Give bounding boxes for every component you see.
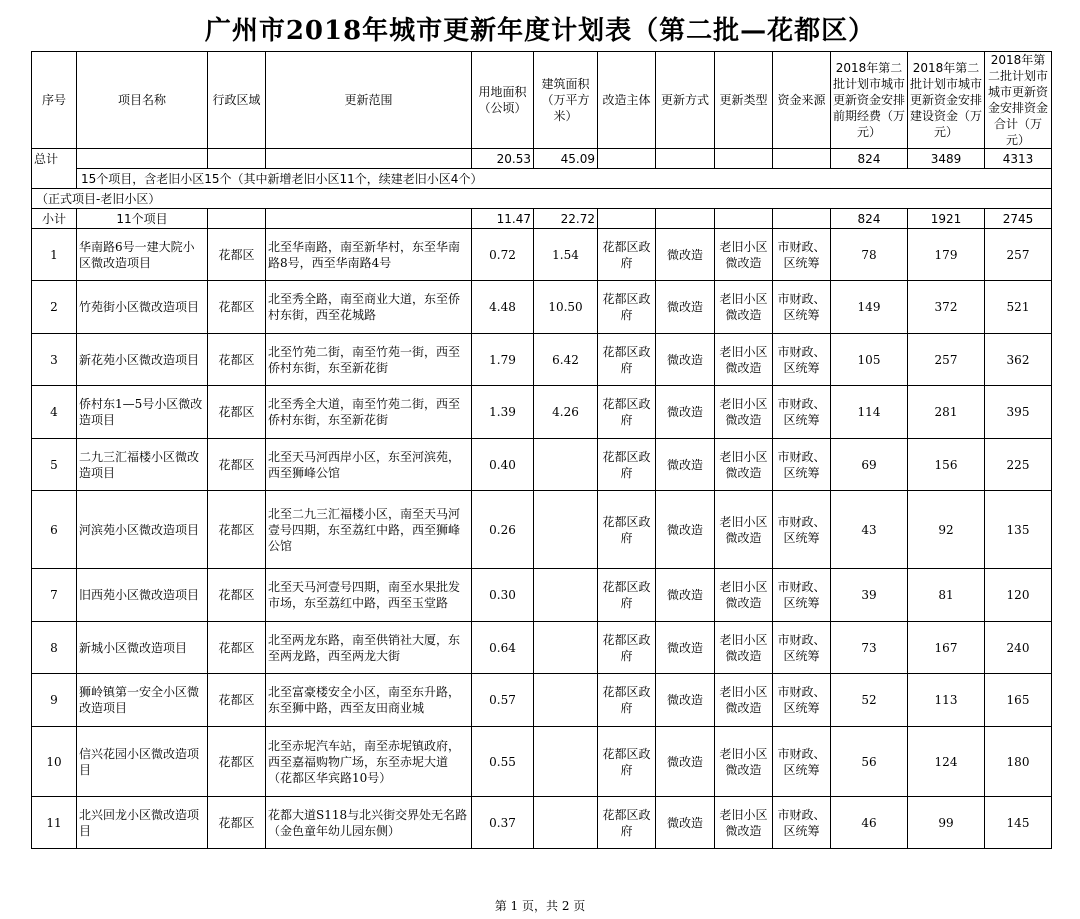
cell-prep-fund: 78 — [831, 229, 908, 281]
cell-seq: 8 — [32, 622, 77, 674]
cell-method: 微改造 — [656, 674, 715, 727]
cell-seq: 9 — [32, 674, 77, 727]
header-build-fund: 2018年第二批计划市城市更新资金安排建设资金（万元） — [908, 52, 985, 149]
cell-build-area — [534, 674, 598, 727]
cell-total-fund: 521 — [985, 281, 1052, 334]
cell-name: 新城小区微改造项目 — [77, 622, 208, 674]
cell-scope: 北至天马河壹号四期，南至水果批发市场，东至荔红中路，西至玉堂路 — [266, 569, 472, 622]
cell-build-fund: 281 — [908, 386, 985, 439]
cell-district: 花都区 — [208, 797, 266, 849]
cell-subject: 花都区政府 — [598, 622, 656, 674]
cell-type: 老旧小区微改造 — [715, 334, 773, 386]
cell-subject: 花都区政府 — [598, 229, 656, 281]
total-land-area: 20.53 — [472, 149, 534, 169]
cell-funding: 市财政、区统筹 — [773, 674, 831, 727]
cell-type: 老旧小区微改造 — [715, 229, 773, 281]
header-total-fund: 2018年第二批计划市城市更新资金安排资金合计（万元） — [985, 52, 1052, 149]
cell-name: 竹苑街小区微改造项目 — [77, 281, 208, 334]
header-land-area: 用地面积（公顷） — [472, 52, 534, 149]
page-title: 广州市2018年城市更新年度计划表（第二批—花都区） — [204, 16, 876, 46]
cell-scope: 北至秀全大道，南至竹苑二街，西至侨村东街，东至新花街 — [266, 386, 472, 439]
cell-total-fund: 165 — [985, 674, 1052, 727]
cell-subject: 花都区政府 — [598, 334, 656, 386]
cell-funding: 市财政、区统筹 — [773, 334, 831, 386]
cell-build-fund: 99 — [908, 797, 985, 849]
subtotal-row — [32, 209, 1052, 229]
cell-subject: 花都区政府 — [598, 439, 656, 491]
cell-name: 华南路6号一建大院小区微改造项目 — [77, 229, 208, 281]
cell-total-fund: 145 — [985, 797, 1052, 849]
cell-method: 微改造 — [656, 334, 715, 386]
cell-seq: 2 — [32, 281, 77, 334]
cell-total-fund: 225 — [985, 439, 1052, 491]
cell-scope: 北至两龙东路，南至供销社大厦，东至两龙路，西至两龙大街 — [266, 622, 472, 674]
cell-district: 花都区 — [208, 334, 266, 386]
total-label: 总计 — [32, 149, 77, 189]
header-district: 行政区域 — [208, 52, 266, 149]
cell-method: 微改造 — [656, 439, 715, 491]
header-prep-fund: 2018年第二批计划市城市更新资金安排前期经费（万元） — [831, 52, 908, 149]
cell-scope: 北至二九三汇福楼小区，南至天马河壹号四期，东至荔红中路，西至狮峰公馆 — [266, 491, 472, 569]
cell-build-fund: 167 — [908, 622, 985, 674]
cell-name: 新花苑小区微改造项目 — [77, 334, 208, 386]
cell-scope: 北至天马河西岸小区，东至河滨苑，西至狮峰公馆 — [266, 439, 472, 491]
total-row — [32, 149, 1052, 169]
cell-seq: 11 — [32, 797, 77, 849]
cell-build-area: 6.42 — [534, 334, 598, 386]
header-name: 项目名称 — [77, 52, 208, 149]
table-row — [32, 674, 1052, 727]
cell-build-fund: 156 — [908, 439, 985, 491]
cell-total-fund: 362 — [985, 334, 1052, 386]
cell-land-area: 0.72 — [472, 229, 534, 281]
cell-build-area — [534, 797, 598, 849]
cell-seq: 3 — [32, 334, 77, 386]
cell-scope: 北至竹苑二街，南至竹苑一街，西至侨村东街，东至新花街 — [266, 334, 472, 386]
cell-method: 微改造 — [656, 797, 715, 849]
cell-land-area: 0.40 — [472, 439, 534, 491]
cell-district: 花都区 — [208, 727, 266, 797]
cell-subject: 花都区政府 — [598, 674, 656, 727]
cell-type: 老旧小区微改造 — [715, 797, 773, 849]
cell-seq: 1 — [32, 229, 77, 281]
cell-build-area: 1.54 — [534, 229, 598, 281]
cell-district: 花都区 — [208, 491, 266, 569]
total-total-fund: 4313 — [985, 149, 1052, 169]
cell-seq: 5 — [32, 439, 77, 491]
cell-land-area: 0.26 — [472, 491, 534, 569]
cell-name: 狮岭镇第一安全小区微改造项目 — [77, 674, 208, 727]
cell-scope: 北至秀全路，南至商业大道，东至侨村东街，西至花城路 — [266, 281, 472, 334]
cell-seq: 7 — [32, 569, 77, 622]
cell-method: 微改造 — [656, 569, 715, 622]
cell-prep-fund: 149 — [831, 281, 908, 334]
cell-district: 花都区 — [208, 229, 266, 281]
cell-subject: 花都区政府 — [598, 727, 656, 797]
cell-total-fund: 120 — [985, 569, 1052, 622]
cell-build-fund: 124 — [908, 727, 985, 797]
cell-funding: 市财政、区统筹 — [773, 622, 831, 674]
cell-method: 微改造 — [656, 386, 715, 439]
table-row — [32, 229, 1052, 281]
cell-funding: 市财政、区统筹 — [773, 386, 831, 439]
cell-prep-fund: 39 — [831, 569, 908, 622]
cell-build-area — [534, 727, 598, 797]
cell-type: 老旧小区微改造 — [715, 674, 773, 727]
header-funding: 资金来源 — [773, 52, 831, 149]
cell-prep-fund: 73 — [831, 622, 908, 674]
cell-build-fund: 179 — [908, 229, 985, 281]
plan-table — [31, 51, 1052, 849]
header-scope: 更新范围 — [266, 52, 472, 149]
cell-seq: 6 — [32, 491, 77, 569]
cell-build-area — [534, 569, 598, 622]
cell-total-fund: 395 — [985, 386, 1052, 439]
cell-prep-fund: 114 — [831, 386, 908, 439]
cell-scope: 北至赤坭汽车站，南至赤坭镇政府，西至嘉福购物广场，东至赤坭大道（花都区华宾路10号） — [266, 727, 472, 797]
cell-type: 老旧小区微改造 — [715, 622, 773, 674]
total-note: 15个项目，含老旧小区15个（其中新增老旧小区11个，续建老旧小区4个） — [77, 169, 1052, 189]
subtotal-prep-fund: 824 — [831, 209, 908, 229]
table-row — [32, 281, 1052, 334]
cell-funding: 市财政、区统筹 — [773, 491, 831, 569]
subtotal-land-area: 11.47 — [472, 209, 534, 229]
header-type: 更新类型 — [715, 52, 773, 149]
cell-name: 二九三汇福楼小区微改造项目 — [77, 439, 208, 491]
cell-district: 花都区 — [208, 569, 266, 622]
table-row — [32, 491, 1052, 569]
cell-seq: 10 — [32, 727, 77, 797]
cell-funding: 市财政、区统筹 — [773, 797, 831, 849]
cell-subject: 花都区政府 — [598, 569, 656, 622]
cell-prep-fund: 52 — [831, 674, 908, 727]
cell-method: 微改造 — [656, 622, 715, 674]
total-prep-fund: 824 — [831, 149, 908, 169]
cell-build-area — [534, 491, 598, 569]
cell-scope: 花都大道S118与北兴街交界处无名路（金色童年幼儿园东侧） — [266, 797, 472, 849]
cell-build-fund: 257 — [908, 334, 985, 386]
section-label: （正式项目-老旧小区） — [32, 189, 1052, 209]
subtotal-build-fund: 1921 — [908, 209, 985, 229]
cell-total-fund: 180 — [985, 727, 1052, 797]
cell-total-fund: 135 — [985, 491, 1052, 569]
cell-build-fund: 113 — [908, 674, 985, 727]
table-row — [32, 622, 1052, 674]
cell-method: 微改造 — [656, 229, 715, 281]
cell-funding: 市财政、区统筹 — [773, 439, 831, 491]
cell-build-fund: 372 — [908, 281, 985, 334]
table-row — [32, 569, 1052, 622]
header-subject: 改造主体 — [598, 52, 656, 149]
cell-type: 老旧小区微改造 — [715, 439, 773, 491]
cell-funding: 市财政、区统筹 — [773, 727, 831, 797]
cell-scope: 北至华南路，南至新华村，东至华南路8号，西至华南路4号 — [266, 229, 472, 281]
total-build-fund: 3489 — [908, 149, 985, 169]
cell-land-area: 0.57 — [472, 674, 534, 727]
cell-prep-fund: 56 — [831, 727, 908, 797]
cell-subject: 花都区政府 — [598, 491, 656, 569]
header-seq: 序号 — [32, 52, 77, 149]
cell-land-area: 0.30 — [472, 569, 534, 622]
cell-type: 老旧小区微改造 — [715, 569, 773, 622]
cell-build-fund: 92 — [908, 491, 985, 569]
subtotal-total-fund: 2745 — [985, 209, 1052, 229]
table-row — [32, 439, 1052, 491]
cell-prep-fund: 43 — [831, 491, 908, 569]
cell-district: 花都区 — [208, 439, 266, 491]
cell-funding: 市财政、区统筹 — [773, 281, 831, 334]
project-rows — [32, 229, 1052, 849]
total-note-row — [32, 169, 1052, 189]
cell-method: 微改造 — [656, 281, 715, 334]
cell-funding: 市财政、区统筹 — [773, 229, 831, 281]
cell-build-area: 4.26 — [534, 386, 598, 439]
table-row — [32, 797, 1052, 849]
cell-build-area: 10.50 — [534, 281, 598, 334]
cell-district: 花都区 — [208, 622, 266, 674]
cell-prep-fund: 69 — [831, 439, 908, 491]
cell-land-area: 0.37 — [472, 797, 534, 849]
cell-land-area: 0.55 — [472, 727, 534, 797]
section-row — [32, 189, 1052, 209]
cell-land-area: 1.79 — [472, 334, 534, 386]
cell-type: 老旧小区微改造 — [715, 727, 773, 797]
header-row — [32, 52, 1052, 149]
cell-land-area: 1.39 — [472, 386, 534, 439]
cell-district: 花都区 — [208, 281, 266, 334]
page-footer: 第 1 页，共 2 页 — [494, 899, 586, 913]
cell-name: 旧西苑小区微改造项目 — [77, 569, 208, 622]
subtotal-build-area: 22.72 — [534, 209, 598, 229]
cell-subject: 花都区政府 — [598, 797, 656, 849]
table-row — [32, 334, 1052, 386]
cell-name: 侨村东1—5号小区微改造项目 — [77, 386, 208, 439]
cell-seq: 4 — [32, 386, 77, 439]
cell-name: 北兴回龙小区微改造项目 — [77, 797, 208, 849]
cell-type: 老旧小区微改造 — [715, 281, 773, 334]
cell-scope: 北至富豪楼安全小区，南至东升路，东至狮中路，西至友田商业城 — [266, 674, 472, 727]
cell-type: 老旧小区微改造 — [715, 491, 773, 569]
cell-build-area — [534, 622, 598, 674]
total-build-area: 45.09 — [534, 149, 598, 169]
cell-method: 微改造 — [656, 727, 715, 797]
subtotal-count: 11个项目 — [77, 209, 208, 229]
cell-land-area: 0.64 — [472, 622, 534, 674]
subtotal-label: 小计 — [32, 209, 77, 229]
cell-total-fund: 240 — [985, 622, 1052, 674]
cell-build-fund: 81 — [908, 569, 985, 622]
table-row — [32, 727, 1052, 797]
cell-build-area — [534, 439, 598, 491]
cell-method: 微改造 — [656, 491, 715, 569]
cell-funding: 市财政、区统筹 — [773, 569, 831, 622]
cell-subject: 花都区政府 — [598, 281, 656, 334]
cell-total-fund: 257 — [985, 229, 1052, 281]
header-method: 更新方式 — [656, 52, 715, 149]
header-build-area: 建筑面积（万平方米） — [534, 52, 598, 149]
cell-prep-fund: 105 — [831, 334, 908, 386]
table-row — [32, 386, 1052, 439]
cell-name: 河滨苑小区微改造项目 — [77, 491, 208, 569]
cell-land-area: 4.48 — [472, 281, 534, 334]
cell-district: 花都区 — [208, 674, 266, 727]
cell-district: 花都区 — [208, 386, 266, 439]
cell-type: 老旧小区微改造 — [715, 386, 773, 439]
cell-subject: 花都区政府 — [598, 386, 656, 439]
cell-name: 信兴花园小区微改造项目 — [77, 727, 208, 797]
cell-prep-fund: 46 — [831, 797, 908, 849]
